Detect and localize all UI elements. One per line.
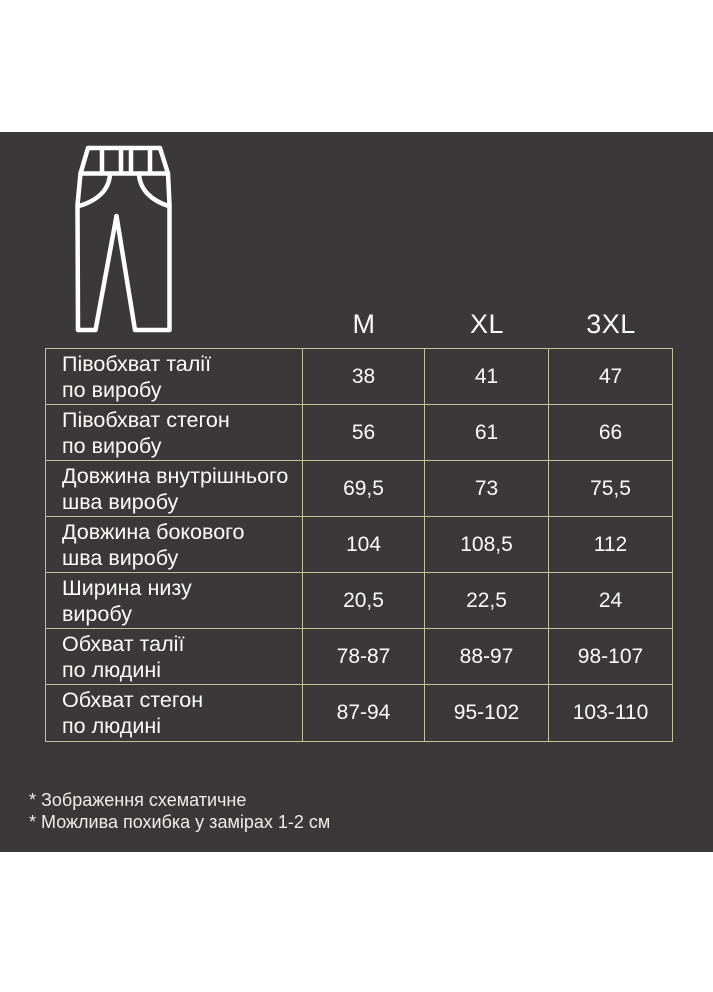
footnote-tolerance: * Можлива похибка у замірах 1-2 см xyxy=(29,812,331,832)
size-value: 88-97 xyxy=(425,629,549,684)
column-header-3xl: 3XL xyxy=(586,309,636,339)
row-label-line: шва виробу xyxy=(62,545,179,570)
table-row xyxy=(46,573,672,629)
size-value: 95-102 xyxy=(425,685,549,741)
row-label-line: по людині xyxy=(62,657,161,682)
size-value: 87-94 xyxy=(303,685,425,741)
row-label-line: шва виробу xyxy=(62,489,179,514)
size-value: 41 xyxy=(425,349,549,404)
column-header-xl: XL xyxy=(469,309,505,339)
row-label xyxy=(46,405,303,460)
size-value: 47 xyxy=(598,364,623,388)
table-row xyxy=(46,517,672,573)
table-row xyxy=(46,461,672,517)
size-value: 20,5 xyxy=(303,573,425,628)
size-table xyxy=(45,348,673,742)
size-value: 22,5 xyxy=(425,573,549,628)
size-value: 112 xyxy=(593,532,628,556)
row-label-line: Обхват стегон xyxy=(62,688,204,712)
size-value: 73 xyxy=(425,461,549,516)
footnotes xyxy=(29,789,330,833)
row-label xyxy=(46,349,303,404)
row-label-line: Півобхват талії xyxy=(62,351,212,376)
row-label xyxy=(46,629,303,684)
row-label-line: Обхват талії xyxy=(62,631,185,656)
size-value: 103-110 xyxy=(572,701,649,724)
size-column-headers xyxy=(45,298,673,344)
table-row xyxy=(46,685,672,741)
size-value: 78-87 xyxy=(303,629,425,684)
row-label xyxy=(46,517,303,572)
size-value: 75,5 xyxy=(590,476,631,500)
size-value: 38 xyxy=(303,349,425,404)
size-value: 56 xyxy=(303,405,425,460)
column-header-m: M xyxy=(352,309,376,339)
row-label xyxy=(46,573,303,628)
row-label-line: по людині xyxy=(62,714,161,738)
row-label-line: Довжина внутрішнього xyxy=(62,463,289,488)
size-value: 98-107 xyxy=(577,644,644,668)
row-label-line: по виробу xyxy=(62,433,162,458)
row-label xyxy=(46,685,303,741)
size-value: 61 xyxy=(425,405,549,460)
size-value: 24 xyxy=(598,588,623,612)
row-label xyxy=(46,461,303,516)
row-label-line: Півобхват стегон xyxy=(62,407,230,432)
size-value: 104 xyxy=(303,517,425,572)
size-value: 69,5 xyxy=(303,461,425,516)
table-row xyxy=(46,405,672,461)
size-value: 66 xyxy=(598,420,623,444)
row-label-line: по виробу xyxy=(62,377,162,402)
table-row xyxy=(46,349,672,405)
size-value: 108,5 xyxy=(425,517,549,572)
row-label-line: виробу xyxy=(62,601,132,626)
footnote-schematic: * Зображення схематичне xyxy=(29,790,247,810)
row-label-line: Ширина низу xyxy=(62,575,192,600)
row-label-line: Довжина бокового xyxy=(62,519,245,544)
table-row xyxy=(46,629,672,685)
size-chart-panel xyxy=(0,132,713,852)
